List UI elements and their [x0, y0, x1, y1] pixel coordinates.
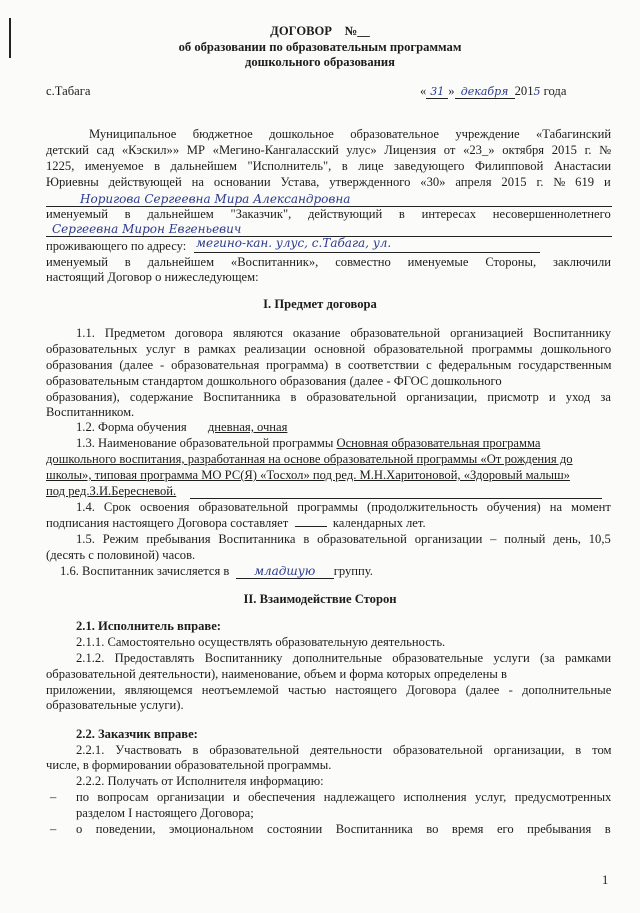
date-day: 31: [426, 85, 448, 99]
program-name-line: [190, 498, 602, 499]
clause-1-1: образовательных услуг в рамках реализации основной образовательной программы дошкольного: [46, 342, 612, 356]
intro-line: Юриевны действующей на основании Устава, утвержденного «30» апреля 2015 г. № 619 и: [46, 175, 611, 189]
clause-2-2-2: 2.2.2. Получать от Исполнителя информацию:: [76, 774, 324, 788]
intro-line: именуемый в дальнейшем «Воспитанник», совместно именуемые Стороны, заключили: [46, 255, 611, 269]
clause-1-5: 1.5. Режим пребывания Воспитанника в образовательной организации – полный день, 10,5: [76, 532, 611, 546]
page-number: 1: [602, 873, 609, 887]
clause-2-1-1: 2.1.1. Самостоятельно осуществлять образовательную деятельность.: [76, 635, 446, 649]
program-name: под ред.З.И.Бересневой.: [46, 484, 177, 498]
date-year-digit: 5: [533, 85, 541, 98]
program-name: Основная образовательная программа: [336, 436, 541, 450]
clause-1-4: подписания настоящего Договора составляет календарных лет.: [46, 516, 426, 530]
intro-line: Муниципальное бюджетное дошкольное образовательное учреждение «Табагинский: [89, 127, 612, 141]
education-form: дневная, очная: [207, 420, 288, 434]
intro-line: детский сад «Кэскил»» МР «Мегино-Кангаласский улус» Лицензия от «23_» октября 2015 г. №: [46, 143, 612, 157]
clause-1-5: (десять с половиной) часов.: [46, 548, 196, 562]
clause-2-2-1: 2.2.1. Участвовать в образовательной деятельности образовательной организации, в том: [76, 743, 612, 757]
heading-2-2: 2.2. Заказчик вправе:: [76, 727, 198, 741]
clause-2-2-1: числе, в формировании образовательной программы.: [46, 758, 332, 772]
clause-1-2: 1.2. Форма обучения дневная, очная: [76, 420, 513, 435]
clause-1-1: образования), содержание Воспитанника в образовательной организации, присмотр и уход за: [46, 390, 611, 404]
address-handwritten: мегино-кан. улус, с.Табага, ул.: [196, 236, 392, 250]
contract-number: №__: [344, 24, 370, 38]
intro-line: именуемый в дальнейшем "Заказчик", действующий в интересах несовершеннолетнего: [46, 207, 611, 221]
intro-line: 1225, именуемое в дальнейшем "Исполнитель", в лице заведующего Филипповой Анастасии: [46, 159, 612, 173]
clause-1-1: образовательным стандартом дошкольного образования (далее - ФГОС дошкольного: [46, 374, 502, 388]
list-item: разделом I настоящего Договора;: [76, 806, 254, 820]
clause-2-1-2: образовательной деятельности), наименование, объем и форма которых определены в: [46, 667, 507, 681]
clause-2-1-2: приложении, являющемся неотъемлемой частью настоящего Договора (далее - дополнительные: [46, 683, 612, 697]
date: « 31 » декабря 2015 года: [420, 84, 567, 98]
document-subtitle-1: об образовании по образовательным программам: [178, 40, 462, 54]
date-month: декабря: [455, 85, 515, 99]
place: с.Табага: [46, 84, 91, 98]
clause-2-1-2: 2.1.2. Предоставлять Воспитаннику дополнительные образовательные услуги (за рамками: [76, 651, 612, 665]
clause-1-3: 1.3. Наименование образовательной программы Основная образовательная программа: [76, 436, 541, 450]
heading-2-1: 2.1. Исполнитель вправе:: [76, 619, 221, 633]
program-name: школы», типовая программа МО РС(Я) «Тосхол» под ред. М.Н.Харитоновой, «Здоровый малыш»: [46, 468, 570, 482]
list-item: о поведении, эмоциональном состоянии Воспитанника во время его пребывания в: [76, 822, 611, 836]
clause-1-1: образования (далее - образовательная программа) в соответствии с федеральным государственным: [46, 358, 612, 372]
child-name-handwritten: Сергеевна Мирон Евгеньевич: [52, 222, 242, 236]
program-name: дошкольного воспитания, разработанная на основе образовательной программы «От рождения до: [46, 452, 573, 466]
list-bullet-dash: –: [50, 822, 57, 836]
section-2-title: II. Взаимодействие Сторон: [243, 592, 397, 606]
section-1-title: I. Предмет договора: [263, 297, 377, 311]
address-line: [194, 252, 540, 253]
clause-1-1: Воспитанником.: [46, 405, 135, 419]
document-subtitle-2: дошкольного образования: [245, 55, 395, 69]
list-bullet-dash: –: [50, 790, 57, 804]
customer-name-handwritten: Норигова Сергеевна Мира Александровна: [80, 192, 351, 206]
clause-1-1: 1.1. Предметом договора являются оказание образовательной организацией Воспитаннику: [76, 326, 612, 340]
group-handwritten: младшую: [236, 564, 334, 579]
clause-2-1-2: образовательные услуги).: [46, 698, 184, 712]
clause-1-6: 1.6. Воспитанник зачисляется в младшую группу.: [60, 564, 373, 578]
list-item: по вопросам организации и обеспечения надлежащего исполнения услуг, предусмотренных: [76, 790, 612, 804]
document-title: ДОГОВОР №__: [270, 24, 370, 38]
intro-line: настоящий Договор о нижеследующем:: [46, 270, 259, 284]
address-label: проживающего по адресу:: [46, 239, 187, 253]
clause-1-4: 1.4. Срок освоения образовательной программы (продолжительность обучения) на момент: [76, 500, 611, 514]
